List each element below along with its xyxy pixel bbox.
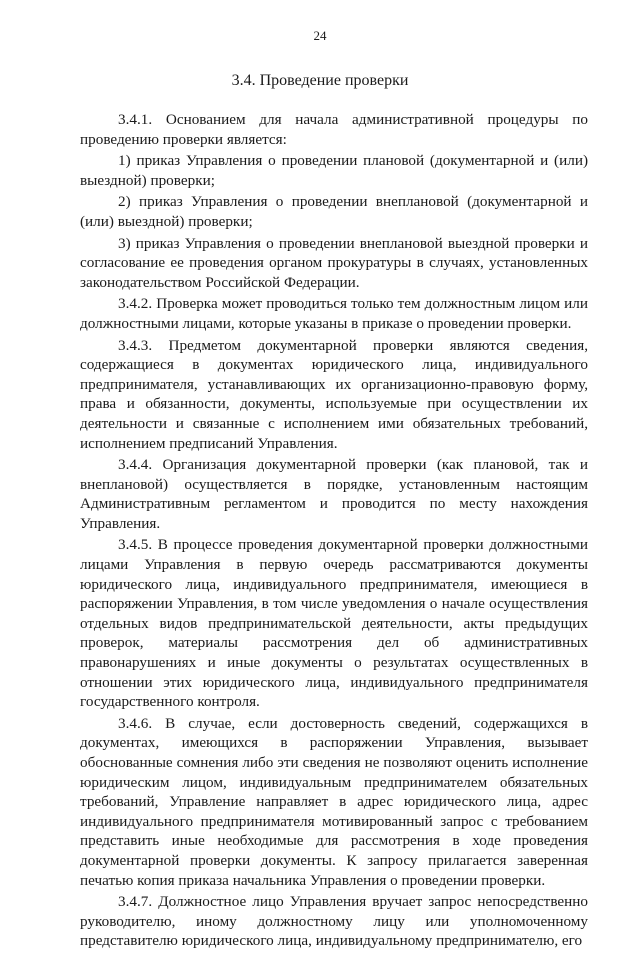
paragraph-3-4-2: 3.4.2. Проверка может проводиться только тем должностным лицом или должностными лицами, которые указаны в приказе о проведении проверки. bbox=[80, 295, 588, 332]
body-text bbox=[80, 110, 588, 953]
paragraph-item-1: 1) приказ Управления о проведении плановой (документарной и (или) выездной) проверки; bbox=[80, 152, 588, 189]
paragraph-3-4-1: 3.4.1. Основанием для начала административной процедуры по проведению проверки является: bbox=[80, 111, 588, 148]
paragraph-3-4-3: 3.4.3. Предметом документарной проверки являются сведения, содержащиеся в документах юридического лица, индивидуального предпринимателя, устанавливающих их организационно-правовую форму, права и обязанности, документы, используемые при осуществлении их деятельности и связанные с исполнением ими обязательных требований, исполнением предписаний Управления. bbox=[80, 336, 588, 452]
paragraph-item-3: 3) приказ Управления о проведении внеплановой выездной проверки и согласование ее проведения органом прокуратуры в случаях, установленных законодательством Российской Федерации. bbox=[80, 234, 588, 291]
page-number: 24 bbox=[313, 28, 327, 43]
paragraph-3-4-6: 3.4.6. В случае, если достоверность сведений, содержащихся в документах, имеющихся в распоряжении Управления, вызывает обоснованные сомнения либо эти сведения не позволяют оценить исполнение юридическим лицом, индивидуальным предпринимателем обязательных требований, Управление направляет в адрес юридического лица, адрес индивидуального предпринимателя мотивированный запрос с требованием представить иные необходимые для рассмотрения в ходе проведения документарной проверки документы. К запросу прилагается заверенная печатью копия приказа начальника Управления о проведении проверки. bbox=[80, 714, 588, 889]
paragraph-3-4-5: 3.4.5. В процессе проведения документарной проверки должностными лицами Управления в первую очередь рассматриваются документы юридического лица, индивидуального предпринимателя, имеющиеся в распоряжении Управления, в том числе уведомления о начале осуществления отдельных видов предпринимательской деятельности, акты предыдущих проверок, материалы рассмотрения дел об административных правонарушениях и иные документы о результатах осуществленных в отношении этих юридического лица, индивидуального предпринимателя государственного контроля. bbox=[80, 536, 588, 711]
paragraph-3-4-7: 3.4.7. Должностное лицо Управления вручает запрос непосредственно руководителю, иному должностному лицу или уполномоченному представителю юридического лица, индивидуальному предпринимателю, его bbox=[80, 893, 588, 950]
paragraph-item-2: 2) приказ Управления о проведении внеплановой (документарной и (или) выездной) проверки; bbox=[80, 193, 588, 230]
section-title: 3.4. Проведение проверки bbox=[231, 72, 409, 89]
paragraph-3-4-4: 3.4.4. Организация документарной проверки (как плановой, так и внеплановой) осуществляется в порядке, установленным настоящим Административным регламентом и проводится по месту нахождения Управления. bbox=[80, 456, 588, 532]
